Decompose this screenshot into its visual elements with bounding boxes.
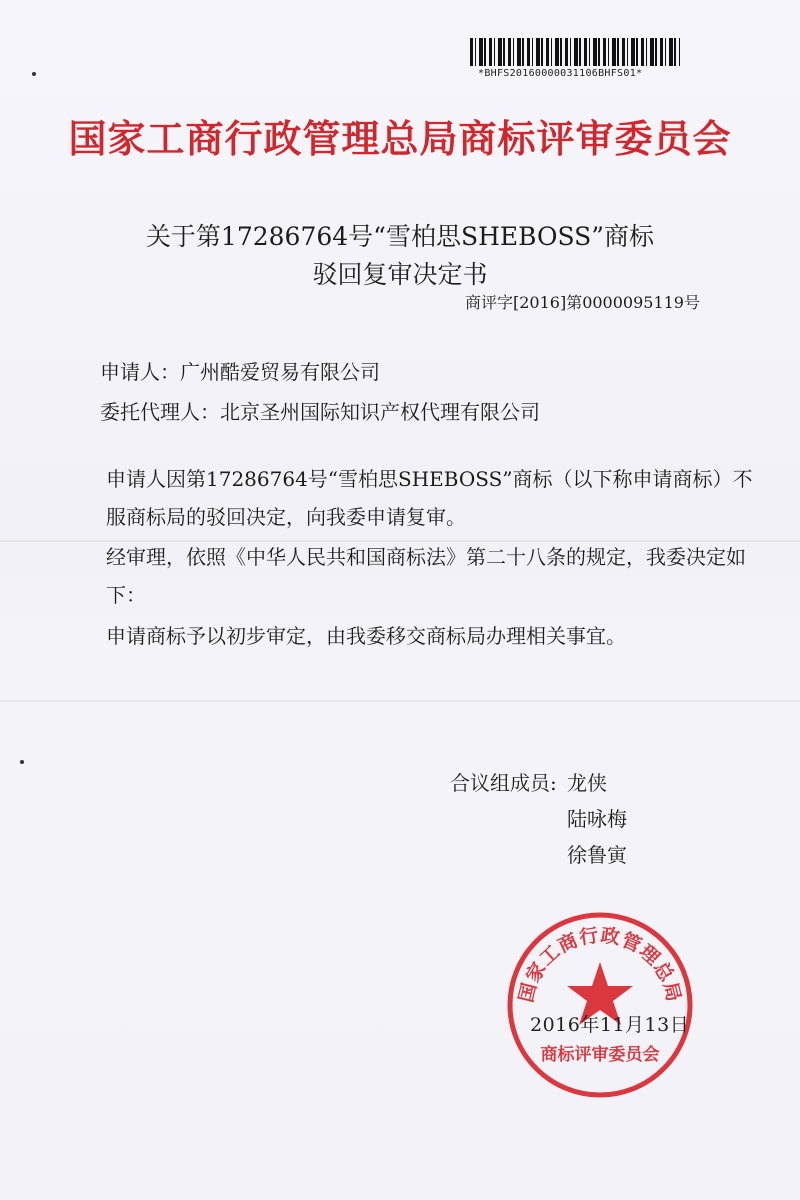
punch-mark: [20, 760, 24, 764]
agent-label: 委托代理人：: [100, 400, 220, 424]
paper-fold: [0, 700, 800, 702]
applicant-field: [100, 356, 380, 385]
document-number: 商评字[2016]第0000095119号: [464, 293, 700, 312]
panel-label: 合议组成员:: [450, 771, 557, 795]
official-seal: [505, 910, 695, 1100]
panel-members: [567, 765, 667, 873]
document-title-line2: 驳回复审决定书: [312, 260, 488, 289]
applicant-label: 申请人：: [100, 360, 180, 384]
panel-member: 龙侠: [567, 771, 607, 795]
letterhead-title: 国家工商行政管理总局商标评审委员会: [68, 117, 732, 161]
panel-member: 徐鲁寅: [567, 843, 627, 867]
document-title-line1: 关于第17286764号“雪柏思SHEBOSS”商标: [145, 222, 655, 251]
applicant-value: 广州酷爱贸易有限公司: [180, 360, 380, 384]
body-paragraph-3: 申请商标予以初步审定，由我委移交商标局办理相关事宜。: [106, 624, 626, 648]
svg-text:国家工商行政管理总局: 国家工商行政管理总局: [515, 924, 685, 1005]
decision-date: 2016年11月13日: [530, 1014, 690, 1036]
body-paragraph-2: 经审理，依照《中华人民共和国商标法》第二十八条的规定，我委决定如下：: [106, 545, 746, 607]
barcode: [470, 38, 680, 66]
svg-text:商标评审委员会: 商标评审委员会: [540, 1045, 660, 1065]
body-paragraph-1: 申请人因第17286764号“雪柏思SHEBOSS”商标（以下称申请商标）不服商标局的驳回决定，向我委申请复审。: [106, 467, 753, 529]
punch-mark: [32, 72, 36, 76]
agent-value: 北京圣州国际知识产权代理有限公司: [220, 400, 540, 424]
agent-field: [100, 396, 540, 425]
document-title: [0, 218, 800, 294]
panel-member: 陆咏梅: [567, 807, 627, 831]
barcode-text: *BHFS20160000031106BHFS01*: [478, 68, 643, 79]
